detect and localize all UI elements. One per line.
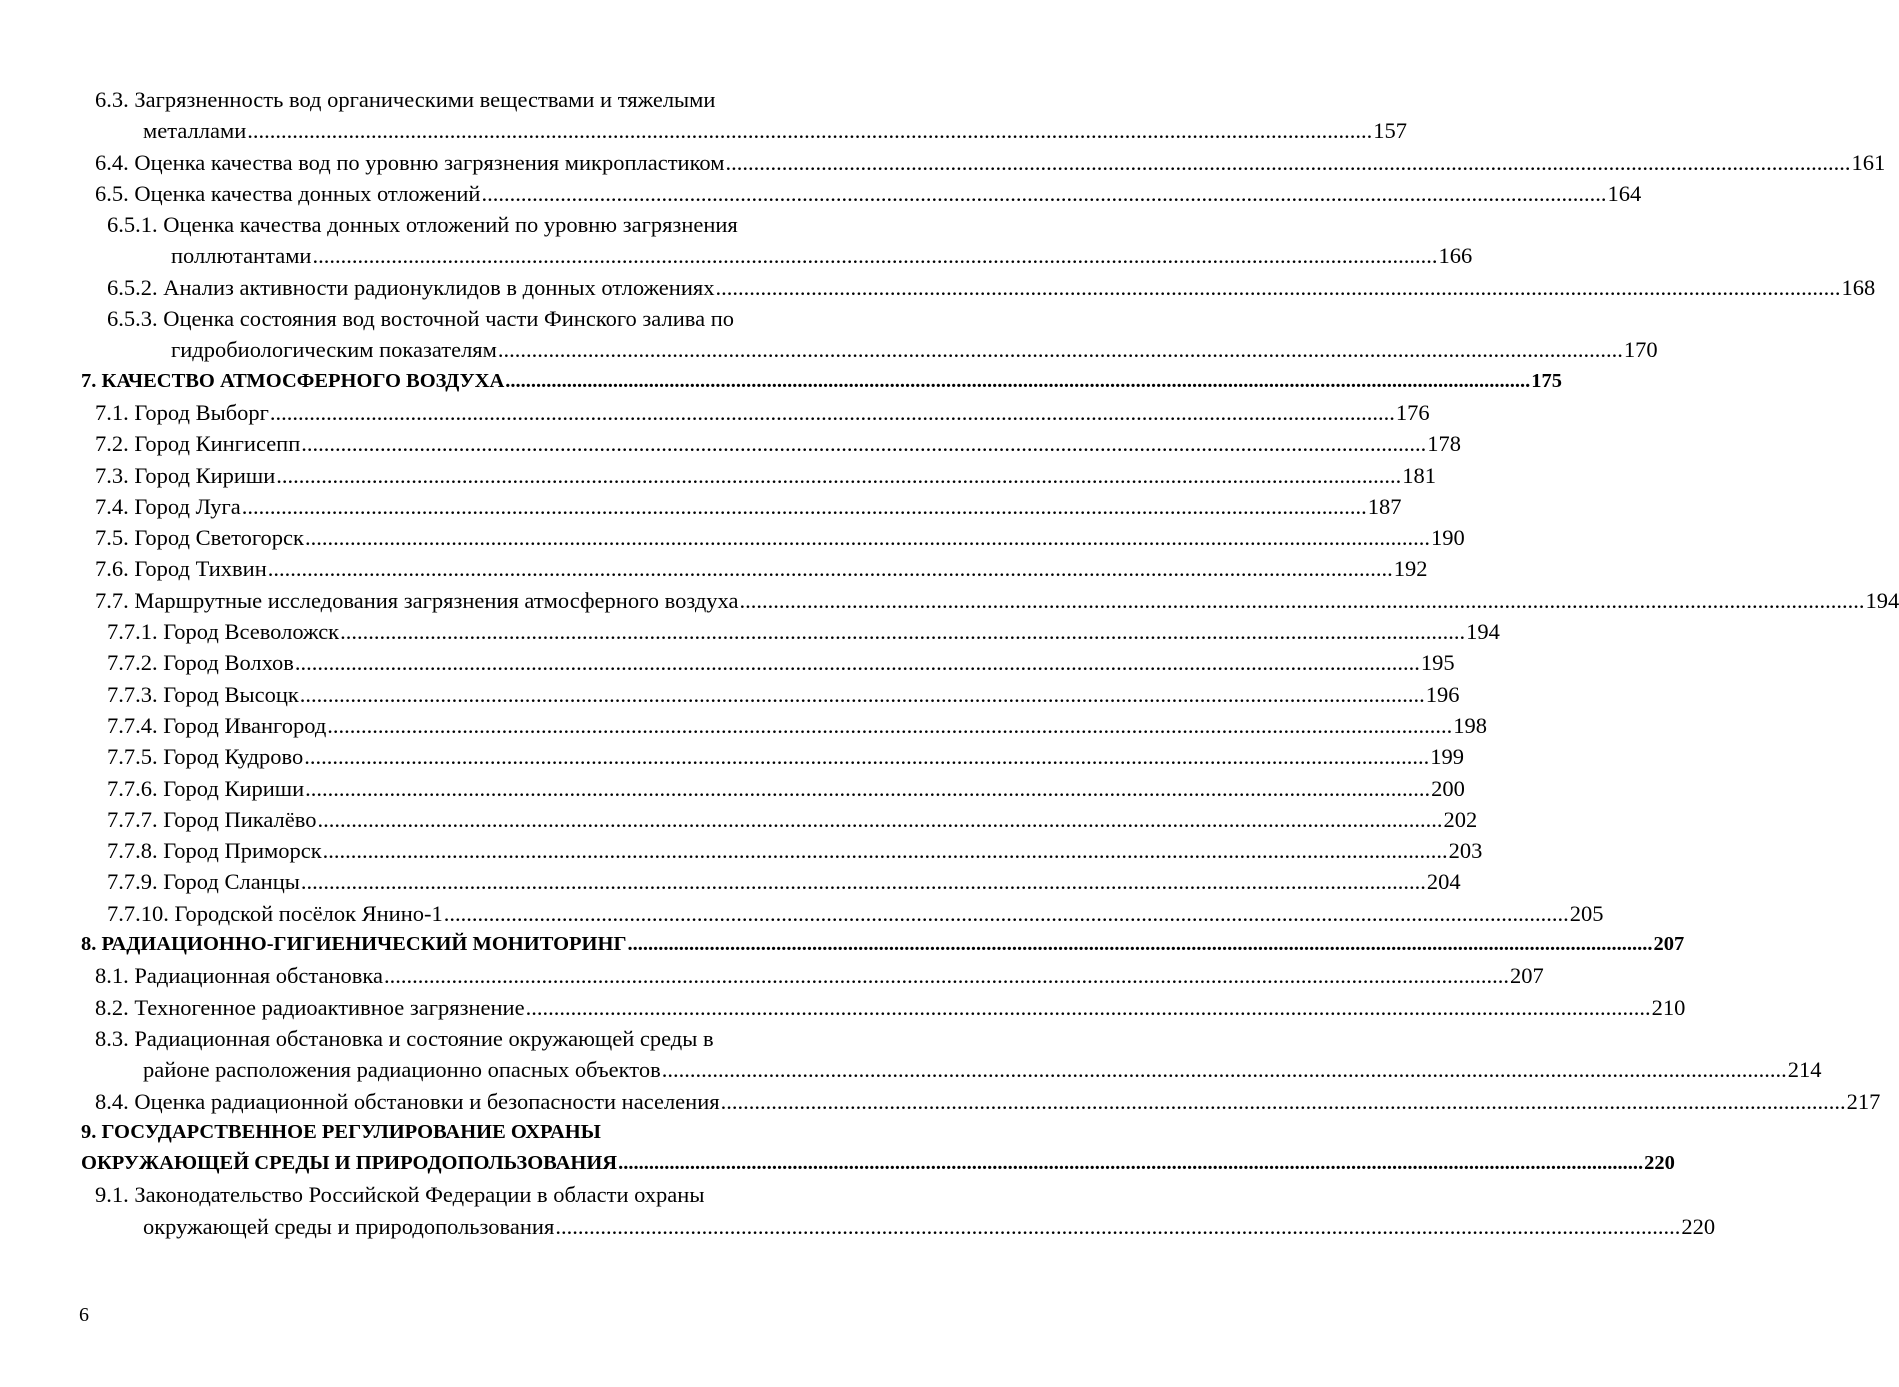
toc-entry-page: 207 — [1653, 933, 1685, 956]
toc-entry-title: окружающей среды и природопользования — [143, 1213, 555, 1239]
toc-entry-page: 202 — [1443, 806, 1478, 832]
toc-entry-title: 7.2. Город Кингисепп — [95, 431, 301, 457]
toc-entry-page: 178 — [1427, 431, 1462, 457]
toc-entry-page: 161 — [1851, 149, 1886, 175]
toc-entry — [81, 1117, 857, 1148]
toc-entry-page: 190 — [1430, 525, 1465, 551]
toc-leader-dots: ........................................................................................................................................................................................................ — [505, 369, 1531, 392]
toc-entry-title: 7.3. Город Кириши — [95, 462, 276, 488]
toc-entry-title: 7.7.8. Город Приморск — [107, 838, 322, 864]
toc-entry — [81, 710, 1488, 741]
toc-entry — [81, 397, 1430, 428]
toc-leader-dots: ........................................................................................................................................................................................................ — [627, 933, 1653, 956]
toc-entry — [81, 209, 857, 240]
toc-entry-page: 181 — [1402, 462, 1437, 488]
toc-entry-title: 7.7. Маршрутные исследования загрязнения атмосферного воздуха — [95, 587, 739, 613]
toc-entry-title: 7.7.4. Город Ивангород — [107, 712, 327, 738]
toc-entry — [81, 428, 1462, 459]
toc-entry-title: 7.7.5. Город Кудрово — [107, 744, 304, 770]
toc-entry-title: 7.7.7. Город Пикалёво — [107, 806, 317, 832]
toc-entry — [81, 1054, 1822, 1085]
toc-leader-dots: ........................................................................................................................................................................................................ — [269, 399, 1395, 425]
toc-entry-title: ОКРУЖАЮЩЕЙ СРЕДЫ И ПРИРОДОПОЛЬЗОВАНИЯ — [81, 1152, 618, 1175]
toc-entry-title: 9.1. Законодательство Российской Федерации в области охраны — [95, 1182, 705, 1208]
toc-leader-dots: ........................................................................................................................................................................................................ — [715, 274, 1841, 300]
toc-entry-title: 7.7.1. Город Всеволожск — [107, 619, 340, 645]
toc-entry-title: 7.7.9. Город Сланцы — [107, 869, 300, 895]
toc-entry-title: 6.3. Загрязненность вод органическими веществами и тяжелыми — [95, 87, 716, 112]
toc-entry — [81, 178, 1642, 209]
toc-leader-dots: ........................................................................................................................................................................................................ — [327, 712, 1453, 738]
toc-entry — [81, 898, 1604, 929]
toc-entry — [81, 866, 1461, 897]
toc-entry — [81, 460, 1437, 491]
toc-entry-title: металлами — [143, 118, 247, 144]
toc-entry-title: 6.4. Оценка качества вод по уровню загрязнения микропластиком — [95, 149, 725, 175]
toc-entry-title: 6.5.3. Оценка состояния вод восточной части Финского залива по — [107, 306, 734, 332]
toc-entry-page: 175 — [1531, 369, 1562, 392]
toc-entry — [81, 522, 1465, 553]
toc-entry — [81, 147, 1886, 178]
toc-entry-page: 194 — [1865, 587, 1899, 613]
toc-entry — [81, 773, 1465, 804]
toc-leader-dots: ........................................................................................................................................................................................................ — [725, 149, 1851, 175]
toc-entry-page: 210 — [1651, 994, 1686, 1020]
toc-leader-dots: ........................................................................................................................................................................................................ — [294, 650, 1420, 676]
toc-entry — [81, 804, 1478, 835]
toc-entry-page: 207 — [1510, 963, 1544, 989]
toc-entry-title: 6.5.2. Анализ активности радионуклидов в донных отложениях — [107, 274, 715, 300]
toc-entry-page: 203 — [1448, 838, 1483, 864]
toc-entry — [81, 679, 1460, 710]
toc-entry — [81, 334, 1658, 365]
toc-entry — [81, 1148, 1675, 1179]
toc-entry-page: 192 — [1393, 556, 1428, 582]
toc-leader-dots: ........................................................................................................................................................................................................ — [497, 337, 1623, 363]
toc-entry — [81, 84, 857, 115]
toc-entry — [81, 553, 1428, 584]
toc-leader-dots: ........................................................................................................................................................................................................ — [322, 838, 1448, 864]
toc-leader-dots: ........................................................................................................................................................................................................ — [340, 619, 1466, 645]
toc-entry — [81, 240, 1473, 271]
toc-entry-page: 195 — [1420, 650, 1455, 676]
toc-leader-dots: ........................................................................................................................................................................................................ — [276, 462, 1402, 488]
toc-entry-title: 7.5. Город Светогорск — [95, 525, 304, 551]
toc-leader-dots: ........................................................................................................................................................................................................ — [305, 775, 1431, 801]
toc-entry-title: 8. РАДИАЦИОННО-ГИГИЕНИЧЕСКИЙ МОНИТОРИНГ — [81, 933, 627, 956]
toc-leader-dots: ........................................................................................................................................................................................................ — [525, 994, 1651, 1020]
toc-leader-dots: ........................................................................................................................................................................................................ — [301, 431, 1427, 457]
toc-leader-dots: ........................................................................................................................................................................................................ — [299, 681, 1425, 707]
toc-leader-dots: ........................................................................................................................................................................................................ — [247, 118, 1373, 144]
page-number: 6 — [79, 1304, 89, 1326]
toc-entry — [81, 491, 1402, 522]
toc-leader-dots: ........................................................................................................................................................................................................ — [304, 525, 1430, 551]
toc-entry — [81, 960, 1544, 991]
toc-entry — [81, 835, 1483, 866]
toc-entry — [81, 303, 857, 334]
toc-entry — [81, 992, 1686, 1023]
toc-entry — [81, 366, 1562, 397]
toc-entry-page: 199 — [1430, 744, 1465, 770]
toc-entry-title: гидробиологическим показателям — [171, 337, 497, 363]
toc-leader-dots: ........................................................................................................................................................................................................ — [304, 744, 1430, 770]
toc-entry-title: 8.1. Радиационная обстановка — [95, 963, 383, 989]
table-of-contents — [81, 84, 1899, 1242]
toc-entry — [81, 115, 1407, 146]
toc-entry — [81, 272, 1876, 303]
toc-entry-title: поллютантами — [171, 243, 312, 269]
toc-leader-dots: ........................................................................................................................................................................................................ — [241, 493, 1367, 519]
toc-leader-dots: ........................................................................................................................................................................................................ — [384, 963, 1509, 989]
toc-entry-page: 166 — [1438, 243, 1473, 269]
toc-leader-dots: ........................................................................................................................................................................................................ — [317, 806, 1443, 832]
toc-entry — [81, 1086, 1881, 1117]
toc-leader-dots: ........................................................................................................................................................................................................ — [300, 869, 1426, 895]
toc-entry-title: 7.7.2. Город Волхов — [107, 650, 294, 676]
toc-entry-title: 7.4. Город Луга — [95, 493, 241, 519]
toc-leader-dots: ........................................................................................................................................................................................................ — [555, 1213, 1681, 1239]
toc-leader-dots: ........................................................................................................................................................................................................ — [312, 243, 1438, 269]
toc-entry-page: 200 — [1431, 775, 1465, 801]
toc-entry-title: 8.3. Радиационная обстановка и состояние окружающей среды в — [95, 1025, 714, 1051]
toc-entry-page: 187 — [1367, 493, 1402, 519]
toc-entry-page: 164 — [1607, 180, 1642, 206]
toc-entry-title: 8.4. Оценка радиационной обстановки и безопасности населения — [95, 1088, 720, 1114]
toc-leader-dots: ........................................................................................................................................................................................................ — [739, 587, 1865, 613]
toc-entry-page: 205 — [1569, 900, 1604, 926]
toc-entry-title: 7.6. Город Тихвин — [95, 556, 267, 582]
toc-entry — [81, 1179, 857, 1210]
toc-leader-dots: ........................................................................................................................................................................................................ — [267, 556, 1393, 582]
toc-entry — [81, 585, 1899, 616]
toc-entry-title: 7.7.10. Городской посёлок Янино-1 — [107, 900, 443, 926]
toc-entry-page: 214 — [1787, 1057, 1822, 1083]
toc-entry-page: 196 — [1425, 681, 1460, 707]
toc-leader-dots: ........................................................................................................................................................................................................ — [618, 1152, 1644, 1175]
toc-entry-title: 7.1. Город Выборг — [95, 399, 269, 425]
toc-entry-title: 8.2. Техногенное радиоактивное загрязнение — [95, 994, 525, 1020]
toc-entry-title: 7.7.6. Город Кириши — [107, 775, 305, 801]
toc-entry-title: районе расположения радиационно опасных объектов — [143, 1057, 661, 1083]
toc-entry-title: 6.5.1. Оценка качества донных отложений по уровню загрязнения — [107, 212, 738, 238]
toc-entry-page: 168 — [1841, 274, 1876, 300]
toc-entry — [81, 1211, 1716, 1242]
toc-entry — [81, 741, 1465, 772]
toc-entry-title: 9. ГОСУДАРСТВЕННОЕ РЕГУЛИРОВАНИЕ ОХРАНЫ — [81, 1120, 601, 1143]
toc-leader-dots: ........................................................................................................................................................................................................ — [661, 1057, 1787, 1083]
toc-entry-page: 176 — [1395, 399, 1430, 425]
toc-entry — [81, 1023, 857, 1054]
toc-entry-page: 204 — [1426, 869, 1461, 895]
toc-entry-title: 7.7.3. Город Высоцк — [107, 681, 299, 707]
toc-entry-title: 7. КАЧЕСТВО АТМОСФЕРНОГО ВОЗДУХА — [81, 369, 505, 392]
toc-leader-dots: ........................................................................................................................................................................................................ — [720, 1088, 1846, 1114]
toc-entry-page: 170 — [1623, 337, 1658, 363]
toc-entry-page: 157 — [1373, 118, 1407, 144]
toc-entry-page: 217 — [1846, 1088, 1881, 1114]
toc-entry — [81, 616, 1500, 647]
toc-entry-page: 220 — [1681, 1213, 1716, 1239]
toc-leader-dots: ........................................................................................................................................................................................................ — [481, 180, 1607, 206]
toc-entry — [81, 929, 1685, 960]
toc-entry-page: 194 — [1466, 619, 1500, 645]
toc-entry-page: 198 — [1453, 712, 1488, 738]
toc-entry — [81, 647, 1455, 678]
toc-leader-dots: ........................................................................................................................................................................................................ — [443, 900, 1569, 926]
toc-entry-title: 6.5. Оценка качества донных отложений — [95, 180, 481, 206]
toc-entry-page: 220 — [1644, 1152, 1675, 1175]
